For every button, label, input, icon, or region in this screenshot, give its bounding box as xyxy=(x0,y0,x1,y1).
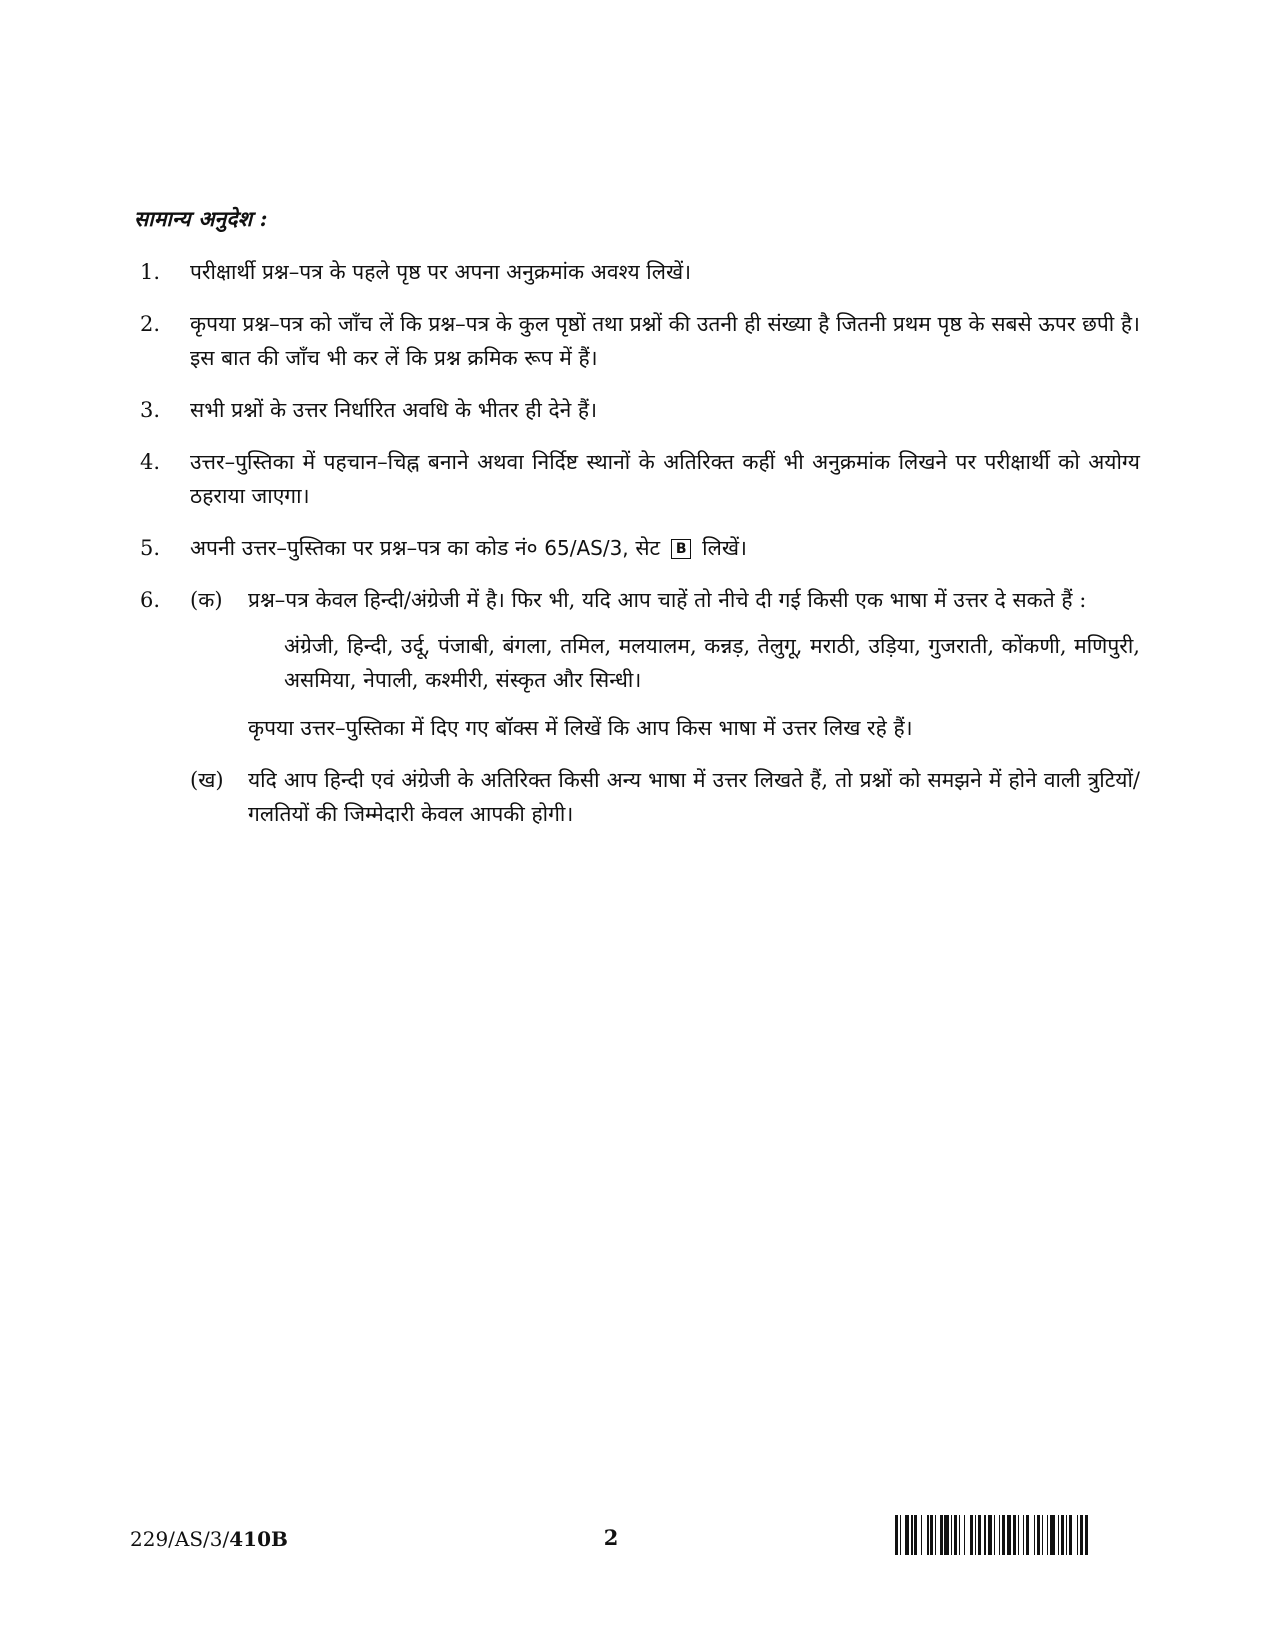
sub-item-text: प्रश्न–पत्र केवल हिन्दी/अंग्रेजी में है। फिर भी, यदि आप चाहें तो नीचे दी गई किसी एक भाषा में उत्तर दे सकते हैं : xyxy=(248,588,1087,612)
footer-code-prefix: 229/AS/3/ xyxy=(130,1527,230,1551)
instruction-number: 3. xyxy=(140,398,161,422)
languages-list: अंग्रेजी, हिन्दी, उर्दू, पंजाबी, बंगला, तमिल, मलयालम, कन्नड़, तेलुगू, मराठी, उड़िया, गुजराती, कोंकणी, मणिपुरी, असमिया, नेपाली, कश्मीरी, संस्कृत और सिन्धी। xyxy=(284,634,1140,692)
footer-paper-code xyxy=(130,1527,288,1551)
sub-item-label: (क) xyxy=(190,588,223,612)
instruction-item-5 xyxy=(140,531,1140,565)
instruction-number: 4. xyxy=(140,450,161,474)
instruction-text: सभी प्रश्नों के उत्तर निर्धारित अवधि के भीतर ही देने हैं। xyxy=(190,398,598,422)
instruction-text-after: लिखें। xyxy=(702,536,747,560)
footer-code-bold: 410B xyxy=(229,1527,288,1551)
instruction-item-6 xyxy=(140,583,1140,745)
sub-item-text: यदि आप हिन्दी एवं अंग्रेजी के अतिरिक्त किसी अन्य भाषा में उत्तर लिखते हैं, तो प्रश्नों को समझने में होने वाली त्रुटियों/गलतियों की जिम्मेदारी केवल आपकी होगी। xyxy=(248,768,1140,826)
instruction-item-2 xyxy=(140,307,1140,375)
instruction-text xyxy=(190,531,1140,565)
instruction-item-4 xyxy=(140,445,1140,513)
page-number: 2 xyxy=(603,1525,619,1550)
instruction-number: 1. xyxy=(140,260,161,284)
instructions-heading: सामान्य अनुदेश : xyxy=(134,206,268,231)
barcode-bar xyxy=(1088,1515,1090,1555)
sub-item-a-body xyxy=(248,583,1140,745)
set-label: सेट xyxy=(635,536,661,560)
sub-item-label: (ख) xyxy=(190,768,224,792)
instruction-item-6-body xyxy=(190,583,1140,745)
barcode-image xyxy=(895,1515,1090,1555)
instruction-text: परीक्षार्थी प्रश्न–पत्र के पहले पृष्ठ पर अपना अनुक्रमांक अवश्य लिखें। xyxy=(190,260,692,284)
set-letter-box: B xyxy=(671,539,692,559)
sub-item-b xyxy=(190,763,1140,831)
paper-code: 65/AS/3, xyxy=(544,536,629,560)
box-note: कृपया उत्तर–पुस्तिका में दिए गए बॉक्स में लिखें कि आप किस भाषा में उत्तर लिख रहे हैं। xyxy=(248,716,913,740)
instruction-item-3 xyxy=(140,393,1140,427)
instruction-number: 5. xyxy=(140,536,161,560)
instruction-text: उत्तर–पुस्तिका में पहचान–चिह्न बनाने अथवा निर्दिष्ट स्थानों के अतिरिक्त कहीं भी अनुक्रमांक लिखने पर परीक्षार्थी को अयोग्य ठहराया जाएगा। xyxy=(190,450,1140,508)
sub-item-a xyxy=(190,583,1140,745)
instruction-number: 2. xyxy=(140,312,161,336)
instructions-list xyxy=(140,255,1140,831)
instruction-text-before: अपनी उत्तर–पुस्तिका पर प्रश्न–पत्र का कोड नं० xyxy=(190,536,538,560)
instruction-item-1 xyxy=(140,255,1140,289)
instruction-text: कृपया प्रश्न–पत्र को जाँच लें कि प्रश्न–पत्र के कुल पृष्ठों तथा प्रश्नों की उतनी ही संख्या है जितनी प्रथम पृष्ठ के सबसे ऊपर छपी है। इस बात की जाँच भी कर लें कि प्रश्न क्रमिक रूप में हैं। xyxy=(190,312,1140,370)
instruction-number: 6. xyxy=(140,588,161,612)
